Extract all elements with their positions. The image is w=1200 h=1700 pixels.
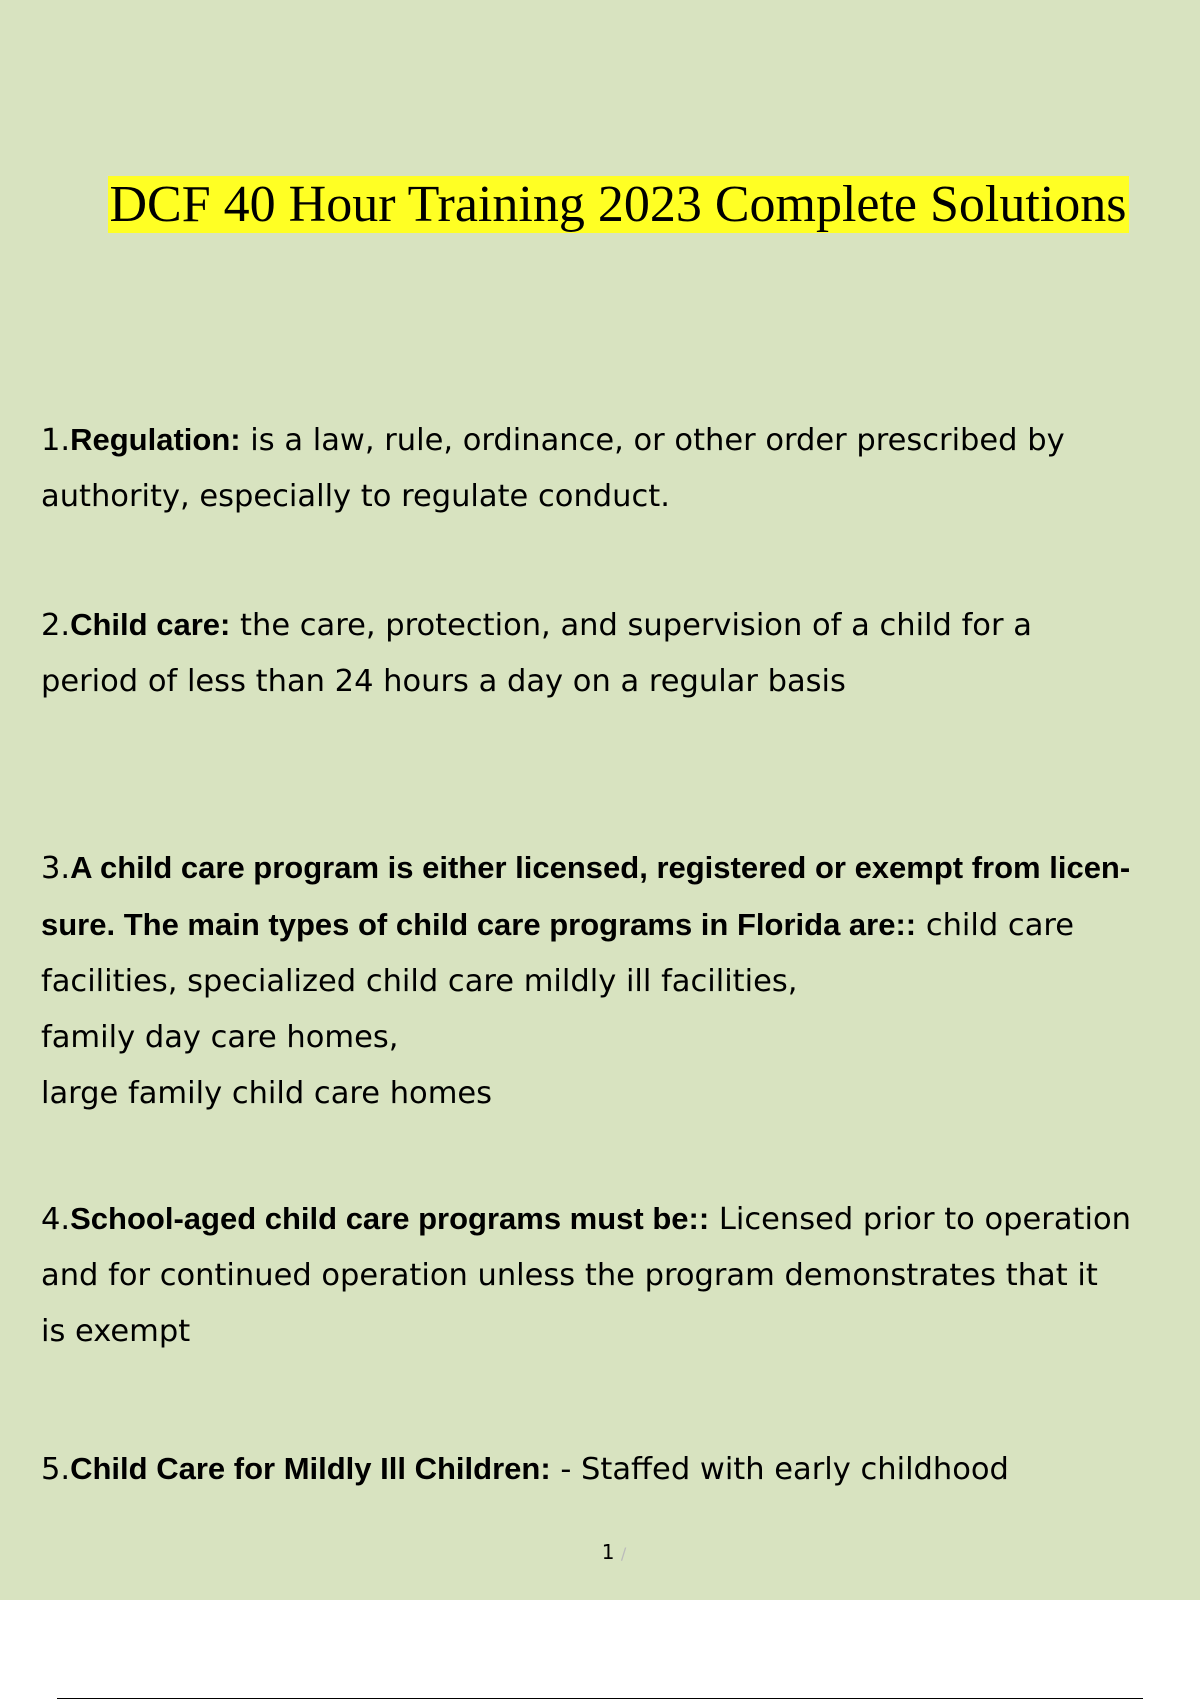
bottom-divider (57, 1698, 1143, 1699)
item-definition: child care (916, 908, 1075, 943)
item-number: 1. (41, 423, 71, 458)
item-term: sure. The main types of child care programs in Florida are:: (41, 907, 917, 942)
item-number: 2. (41, 608, 71, 643)
item-number: 4. (41, 1202, 71, 1237)
item-definition-line: authority, especially to regulate conduct. (41, 479, 670, 514)
list-item (41, 1441, 1191, 1498)
page-number-value: 1 (601, 1540, 615, 1564)
list-item (41, 412, 1191, 525)
list-item (41, 1191, 1191, 1360)
item-number: 5. (41, 1452, 71, 1487)
list-item (41, 597, 1191, 710)
item-definition-line: family day care homes, (41, 1020, 399, 1055)
item-definition: Licensed prior to operation (709, 1202, 1131, 1237)
item-definition-line: large family child care homes (41, 1076, 493, 1111)
item-term: Child care: (70, 607, 231, 642)
document-title (0, 172, 1200, 238)
page-separator: / (620, 1544, 627, 1563)
item-term: A child care program is either licensed, registered or exempt from licen- (70, 850, 1131, 885)
item-definition-line: is exempt (41, 1314, 191, 1349)
item-definition-line: and for continued operation unless the program demonstrates that it (41, 1258, 1098, 1293)
item-definition: the care, protection, and supervision of a child for a (230, 608, 1032, 643)
title-highlight: DCF 40 Hour Training 2023 Complete Solutions (109, 176, 1127, 233)
item-definition-line: period of less than 24 hours a day on a regular basis (41, 664, 846, 699)
item-term: School-aged child care programs must be:: (70, 1201, 710, 1236)
list-item (41, 840, 1191, 1122)
item-number: 3. (41, 851, 71, 886)
item-term: Child Care for Mildly Ill Children: (70, 1451, 551, 1486)
item-term: Regulation: (70, 422, 241, 457)
item-definition: is a law, rule, ordinance, or other order prescribed by (240, 423, 1065, 458)
page-number (0, 1540, 1200, 1564)
item-definition: - Staffed with early childhood (550, 1452, 1009, 1487)
item-definition-line: facilities, specialized child care mildly ill facilities, (41, 964, 798, 999)
